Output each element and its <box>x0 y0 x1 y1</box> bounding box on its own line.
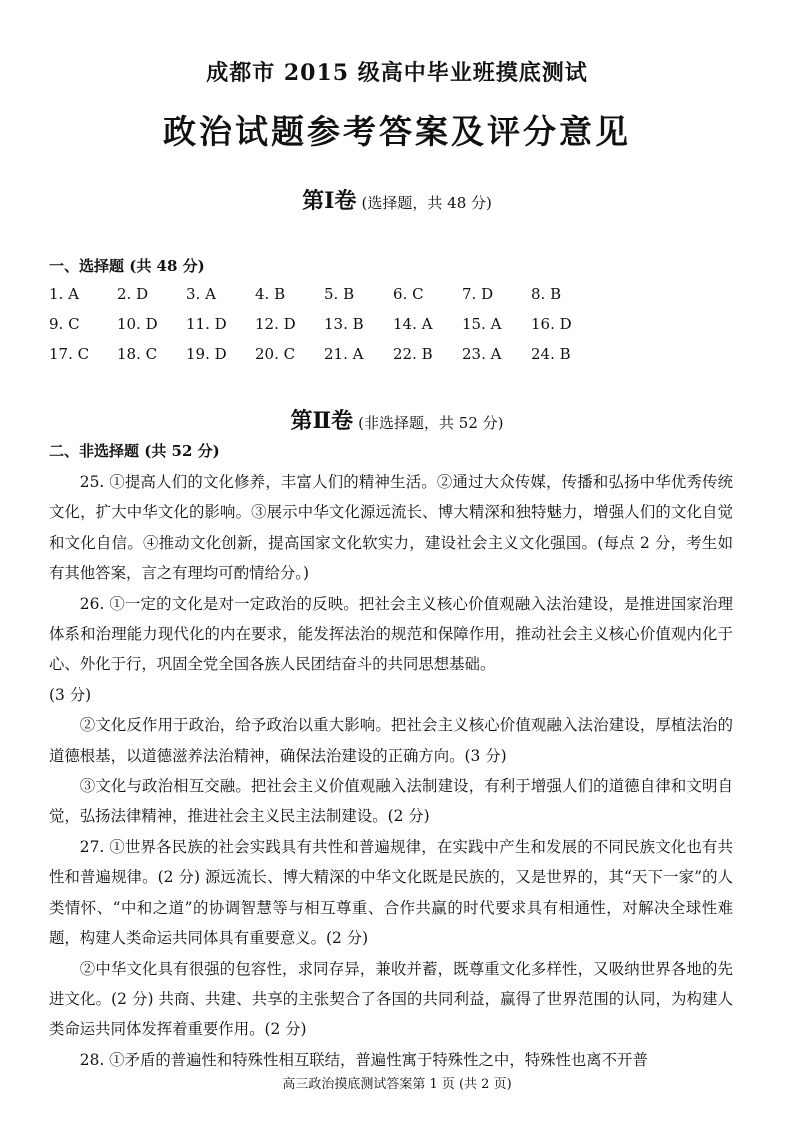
answer-item: 7. D <box>462 285 494 303</box>
answer-item: 23. A <box>462 345 502 363</box>
answer-item: 22. B <box>393 345 433 363</box>
part-2-heading <box>0 404 794 435</box>
answer-paragraph: 28. ①矛盾的普遍性和特殊性相互联结，普遍性寓于特殊性之中，特殊性也离不开普 <box>79 1050 648 1069</box>
part-2-note: (非选择题，共 52 分) <box>358 414 504 432</box>
answer-item: 19. D <box>186 345 227 363</box>
answer-item: 20. C <box>255 345 296 363</box>
answer-item: 11. D <box>186 315 227 333</box>
answer-item: 15. A <box>462 315 502 333</box>
answer-item: 18. C <box>117 345 158 363</box>
answer-item: 12. D <box>255 315 296 333</box>
answer-item: 1. A <box>49 285 79 303</box>
answer-item: 8. B <box>531 285 562 303</box>
answer-item: 16. D <box>531 315 572 333</box>
answer-paragraph: ②中华文化具有很强的包容性，求同存异，兼收并蓄，既尊重文化多样性，又吸纳世界各地的先进文化。(2 分) 共商、共建、共享的主张契合了各国的共同利益，赢得了世界范围的认同，为构建人类命运共同体发挥着重要作用。(2 分) <box>49 959 733 1039</box>
answer-item: 21. A <box>324 345 364 363</box>
answer-item: 5. B <box>324 285 355 303</box>
part-1-heading <box>0 184 794 215</box>
answer-item: 24. B <box>531 345 571 363</box>
answer-paragraph: 26. ①一定的文化是对一定政治的反映。把社会主义核心价值观融入法治建设，是推进国家治理体系和治理能力现代化的内在要求，能发挥法治的规范和保障作用，推动社会主义核心价值观内化于心、外化于行，巩固全党全国各族人民团结奋斗的共同思想基础。 <box>49 594 733 674</box>
answer-item: 9. C <box>49 315 80 333</box>
part-1-note: (选择题，共 48 分) <box>361 194 492 212</box>
answer-item: 2. D <box>117 285 149 303</box>
answer-content <box>49 467 733 1075</box>
answer-item: 10. D <box>117 315 158 333</box>
answer-paragraph: ②文化反作用于政治，给予政治以重大影响。把社会主义核心价值观融入法治建设，厚植法治的道德根基，以道德滋养法治精神，确保法治建设的正确方向。(3 分) <box>49 716 733 765</box>
page-footer: 高三政治摸底测试答案第 1 页 (共 2 页) <box>282 1077 512 1092</box>
part-1-label: 第Ⅰ卷 <box>302 188 357 214</box>
part-2-label: 第Ⅱ卷 <box>290 408 354 434</box>
answer-item: 6. C <box>393 285 424 303</box>
answer-item: 4. B <box>255 285 286 303</box>
document-title: 政治试题参考答案及评分意见 <box>163 112 631 151</box>
answer-paragraph: 27. ①世界各民族的社会实践具有共性和普遍规律，在实践中产生和发展的不同民族文化也有共性和普遍规律。(2 分) 源远流长、博大精深的中华文化既是民族的，又是世界的，其“天下一家”的人类情怀、“中和之道”的协调智慧等与相互尊重、合作共赢的时代要求具有相通性，对解决全球性难题，构建人类命运共同体具有重要意义。(2 分) <box>49 837 733 948</box>
section-1-heading: 一、选择题 (共 48 分) <box>49 257 205 275</box>
section-2-heading: 二、非选择题 (共 52 分) <box>49 442 220 460</box>
answer-item: 13. B <box>324 315 364 333</box>
answer-item: 14. A <box>393 315 433 333</box>
answer-paragraph: ③文化与政治相互交融。把社会主义价值观融入法制建设，有利于增强人们的道德自律和文明自觉，弘扬法律精神，推进社会主义民主法制建设。(2 分) <box>49 777 733 826</box>
answer-paragraph: 25. ①提高人们的文化修养，丰富人们的精神生活。②通过大众传媒，传播和弘扬中华优秀传统文化，扩大中华文化的影响。③展示中华文化源远流长、博大精深和独特魅力，增强人们的文化自觉和文化自信。④推动文化创新，提高国家文化软实力，建设社会主义文化强国。(每点 2 分，考生如有其他答案，言之有理均可酌情给分。) <box>49 473 733 583</box>
exam-title: 成都市 2015 级高中毕业班摸底测试 <box>206 60 588 86</box>
answer-item: 3. A <box>186 285 216 303</box>
answer-item: 17. C <box>49 345 90 363</box>
answer-paragraph: (3 分) <box>49 685 92 704</box>
